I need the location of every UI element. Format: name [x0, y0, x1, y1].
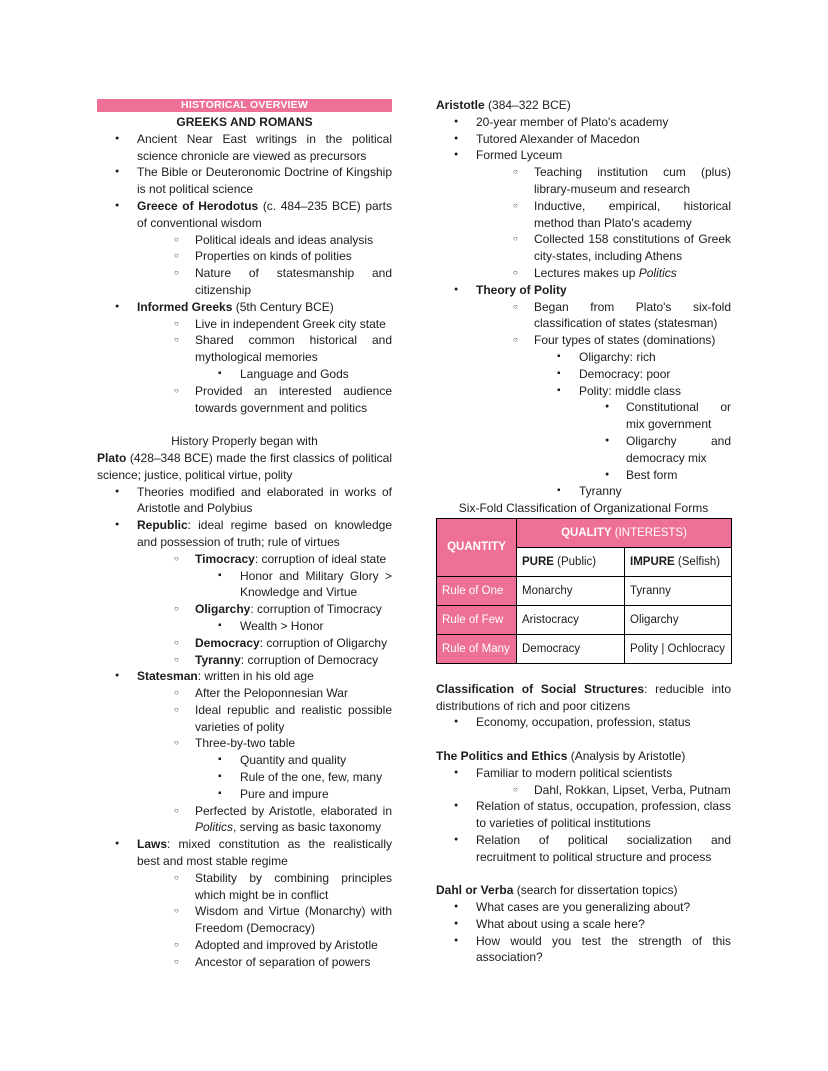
bullet-marker-icon: ▪	[557, 485, 561, 497]
bullet-text	[534, 199, 731, 230]
bullet-item	[97, 702, 392, 736]
text-run: Dahl or Verba	[436, 883, 514, 898]
text-run: Provided an interested audience towards government and politics	[195, 383, 392, 415]
text-run: Four types of states (dominations)	[534, 333, 716, 348]
bullet-text	[195, 233, 373, 247]
text-run: Greece of Herodotus	[137, 198, 259, 213]
text-run: Oligarchy	[195, 602, 251, 617]
text-run: : corruption of ideal state	[254, 551, 387, 566]
text-run: Shared common historical and mythological memories	[195, 333, 392, 365]
bullet-marker-icon: ●	[454, 151, 459, 159]
bullet-item	[436, 383, 731, 400]
text-run: (428–348 BCE) made the first classics of political science; justice, political virtue, polity	[97, 450, 392, 482]
bullet-marker-icon: ●	[454, 835, 459, 843]
table-cell: Monarchy	[517, 576, 625, 605]
bullet-marker-icon: ○	[174, 335, 179, 345]
text-run: Quantity and quality	[240, 753, 347, 768]
text-run: What about using a scale here?	[476, 916, 645, 931]
bullet-item	[436, 299, 731, 333]
bullet-marker-icon: ●	[605, 436, 610, 444]
bullet-marker-icon: ●	[454, 134, 459, 142]
bullet-marker-icon: ▪	[218, 619, 222, 631]
bullet-text	[195, 871, 392, 902]
bullet-text	[195, 653, 378, 667]
bullet-text	[195, 636, 387, 650]
bullet-item	[436, 131, 731, 148]
text-run: Tutored Alexander of Macedon	[476, 131, 640, 146]
blank-line	[436, 731, 731, 748]
bullet-text	[195, 602, 382, 616]
bullet-item	[97, 954, 392, 971]
bullet-text	[534, 333, 715, 347]
text-run: : mixed constitution as the realistically best and most stable regime	[137, 837, 392, 869]
text-run: Began from Plato's six-fold classification of states (statesman)	[534, 299, 731, 331]
text-run: Constitutional or mix government	[626, 400, 731, 432]
text-run: Theories modified and elaborated in works of Aristotle and Polybius	[137, 484, 392, 516]
bullet-text	[534, 266, 677, 280]
text-run: : reducible into distributions of rich and poor citizens	[436, 681, 732, 713]
text-run: Oligarchy and democracy mix	[626, 433, 731, 465]
text-run: Oligarchy: rich	[579, 349, 656, 364]
bullet-marker-icon: ○	[513, 200, 518, 210]
bullet-marker-icon: ▪	[218, 787, 222, 799]
text-run: Wealth > Honor	[240, 618, 324, 633]
bullet-text	[195, 317, 386, 331]
centered-heading	[436, 500, 731, 517]
bullet-marker-icon: ○	[513, 234, 518, 244]
bullet-item	[436, 483, 731, 500]
bullet-item	[436, 349, 731, 366]
bullet-item	[97, 752, 392, 769]
bullet-item	[97, 601, 392, 618]
bullet-item	[97, 618, 392, 635]
bullet-item	[97, 685, 392, 702]
classification-table	[436, 518, 732, 664]
bullet-text	[137, 199, 392, 230]
bullet-marker-icon: ●	[605, 470, 610, 478]
text-run: (c. 484–235 BCE) parts of conventional wisdom	[137, 198, 392, 230]
bullet-text	[476, 715, 691, 729]
bullet-item	[97, 568, 392, 602]
text-run: Politics	[195, 820, 234, 835]
bullet-item	[97, 248, 392, 265]
bullet-item	[97, 836, 392, 870]
bullet-text	[195, 736, 295, 750]
bullet-item	[97, 232, 392, 249]
bullet-item	[436, 114, 731, 131]
bullet-text	[195, 804, 392, 835]
bullet-text	[476, 132, 640, 146]
bullet-text	[579, 384, 681, 398]
bullet-marker-icon: ▪	[218, 771, 222, 783]
text-run: Adopted and improved by Aristotle	[195, 938, 378, 953]
text-run: Informed Greeks	[137, 299, 233, 314]
text-run: Economy, occupation, profession, status	[476, 715, 691, 730]
table-row-label: Rule of Few	[437, 605, 517, 634]
bullet-text	[476, 833, 731, 864]
bullet-marker-icon: ○	[513, 167, 518, 177]
text-run: Ancestor of separation of powers	[195, 954, 371, 969]
bullet-text	[476, 917, 645, 931]
bullet-marker-icon: ●	[115, 201, 120, 209]
bullet-text	[195, 904, 392, 935]
bullet-text	[137, 165, 392, 196]
bullet-marker-icon: ▪	[557, 367, 561, 379]
text-run: Polity: middle class	[579, 383, 682, 398]
text-run: (5th Century BCE)	[232, 299, 334, 314]
bullet-marker-icon: ○	[174, 553, 179, 563]
bullet-marker-icon: ○	[174, 654, 179, 664]
bullet-text	[579, 350, 656, 364]
bullet-item	[436, 899, 731, 916]
bullet-text	[195, 703, 392, 734]
bullet-item	[436, 164, 731, 198]
bullet-marker-icon: ○	[513, 784, 518, 794]
bullet-item	[97, 803, 392, 837]
table-subheader	[517, 547, 625, 576]
highlight-title: HISTORICAL OVERVIEW	[181, 99, 308, 111]
bullet-marker-icon: ●	[115, 521, 120, 529]
text-run: Collected 158 constitutions of Greek city-states, including Athens	[534, 232, 731, 264]
text-run: : written in his old age	[197, 669, 314, 684]
text-run: Familiar to modern political scientists	[476, 765, 673, 780]
text-run: Best form	[626, 467, 678, 482]
bullet-item	[97, 484, 392, 518]
bullet-marker-icon: ▪	[557, 384, 561, 396]
text-run: Classification of Social Structures	[436, 681, 645, 696]
text-run: PURE	[522, 555, 554, 568]
bullet-marker-icon: ●	[454, 117, 459, 125]
text-run: 20-year member of Plato's academy	[476, 114, 669, 129]
bullet-text	[476, 934, 731, 965]
bullet-item	[97, 903, 392, 937]
bullet-text	[626, 434, 731, 465]
bullet-text	[137, 300, 334, 314]
bullet-marker-icon: ○	[174, 872, 179, 882]
bullet-marker-icon: ●	[115, 840, 120, 848]
text-run: Tyranny	[579, 484, 622, 499]
section-highlight-heading	[97, 99, 392, 112]
bullet-item	[97, 383, 392, 417]
text-run: , serving as basic taxonomy	[233, 820, 382, 835]
bullet-item	[436, 433, 731, 467]
bullet-text	[195, 333, 392, 364]
text-run: Dahl, Rokkan, Lipset, Verba, Putnam	[534, 782, 731, 797]
bullet-marker-icon: ▪	[218, 569, 222, 581]
bullet-item	[97, 735, 392, 752]
table-row	[437, 576, 732, 605]
text-run: Wisdom and Virtue (Monarchy) with Freedom (Democracy)	[195, 904, 392, 936]
bullet-marker-icon: ○	[513, 335, 518, 345]
bullet-item	[97, 635, 392, 652]
bullet-item	[436, 198, 731, 232]
bullet-text	[137, 518, 392, 549]
bullet-item	[436, 916, 731, 933]
bullet-text	[137, 837, 392, 868]
text-run: Rule of the one, few, many	[240, 770, 383, 785]
table-quality-header	[517, 518, 732, 547]
bullet-item	[97, 131, 392, 165]
text-run: Perfected by Aristotle, elaborated in	[195, 803, 392, 818]
bullet-text	[240, 619, 324, 633]
text-run: The Politics and Ethics	[436, 748, 568, 763]
bullet-item	[97, 366, 392, 383]
text-run: (INTERESTS)	[611, 526, 687, 539]
blank-line	[97, 416, 392, 433]
text-run: Stability by combining principles which might be in conflict	[195, 870, 392, 902]
table-row	[437, 634, 732, 663]
bullet-text	[240, 569, 392, 600]
bullet-item	[436, 714, 731, 731]
text-run: Formed Lyceum	[476, 148, 563, 163]
bullet-marker-icon: ●	[115, 134, 120, 142]
bullet-marker-icon: ○	[174, 956, 179, 966]
centered-heading	[97, 433, 392, 450]
table-cell: Democracy	[517, 634, 625, 663]
text-run: What cases are you generalizing about?	[476, 900, 691, 915]
text-run: Aristotle	[436, 98, 485, 112]
text-run: Six-Fold Classification of Organizational Forms	[458, 501, 709, 516]
paragraph	[436, 681, 731, 715]
text-run: Teaching institution cum (plus) library-museum and research	[534, 165, 731, 196]
text-run: (search for dissertation topics)	[513, 883, 678, 898]
bullet-item	[97, 198, 392, 232]
bullet-item	[436, 399, 731, 433]
bullet-text	[240, 753, 346, 767]
text-run: Political ideals and ideas analysis	[195, 232, 374, 247]
bullet-text	[195, 249, 352, 263]
bullet-text	[476, 148, 562, 162]
bullet-marker-icon: ●	[454, 802, 459, 810]
bullet-marker-icon: ○	[174, 604, 179, 614]
bullet-text	[240, 770, 382, 784]
bullet-text	[476, 766, 672, 780]
right-column	[436, 97, 731, 971]
text-run: The Bible or Deuteronomic Doctrine of Kingship is not political science	[137, 165, 392, 197]
bullet-item	[436, 782, 731, 799]
bullet-item	[97, 517, 392, 551]
bullet-marker-icon: ●	[454, 903, 459, 911]
table-cell: Tyranny	[625, 576, 732, 605]
text-run: Plato	[97, 450, 127, 465]
bullet-marker-icon: ○	[174, 940, 179, 950]
text-run: Republic	[137, 518, 188, 533]
text-run: Democracy: poor	[579, 366, 671, 381]
bullet-marker-icon: ○	[174, 906, 179, 916]
centered-heading	[97, 114, 392, 131]
bullet-item	[436, 798, 731, 832]
text-run: Relation of political socialization and recruitment to political structure and process	[476, 832, 731, 864]
bullet-text	[476, 115, 668, 129]
text-run: Three-by-two table	[195, 736, 296, 751]
bullet-marker-icon: ○	[174, 234, 179, 244]
bullet-text	[476, 799, 731, 830]
blank-line	[436, 664, 731, 681]
bullet-marker-icon: ○	[174, 637, 179, 647]
bullet-item	[97, 668, 392, 685]
bullet-marker-icon: ○	[513, 267, 518, 277]
text-run: Politics	[638, 265, 677, 280]
bullet-text	[137, 669, 314, 683]
bullet-marker-icon: ●	[454, 718, 459, 726]
bullet-item	[97, 332, 392, 366]
table-cell: Oligarchy	[625, 605, 732, 634]
text-run: Language and Gods	[240, 366, 349, 381]
bullet-text	[534, 783, 731, 797]
text-run: : corruption of Democracy	[240, 652, 379, 667]
bullet-text	[476, 900, 690, 914]
bullet-text	[579, 367, 670, 381]
paragraph	[436, 882, 731, 899]
bullet-text	[626, 400, 731, 431]
bullet-text	[195, 955, 370, 969]
paragraph	[436, 97, 731, 114]
bullet-marker-icon: ○	[174, 251, 179, 261]
text-run: : corruption of Timocracy	[250, 602, 382, 617]
bullet-item	[97, 937, 392, 954]
bullet-marker-icon: ○	[174, 688, 179, 698]
text-run: Tyranny	[195, 652, 241, 667]
bullet-text	[240, 367, 349, 381]
bullet-item	[436, 332, 731, 349]
text-run: Relation of status, occupation, profession, class to varieties of political institutions	[476, 799, 731, 831]
bullet-text	[137, 485, 392, 516]
text-run: Properties on kinds of polities	[195, 249, 352, 264]
table-row-label: Rule of Many	[437, 634, 517, 663]
paragraph	[436, 748, 731, 765]
bullet-marker-icon: ○	[174, 704, 179, 714]
bullet-item	[97, 299, 392, 316]
table-cell: Polity | Ochlocracy	[625, 634, 732, 663]
text-run: Honor and Military Glory > Knowledge and Virtue	[240, 568, 392, 600]
text-run: Pure and impure	[240, 786, 329, 801]
bullet-marker-icon: ●	[115, 487, 120, 495]
text-run: Inductive, empirical, historical method than Plato's academy	[534, 198, 731, 230]
bullet-item	[436, 265, 731, 282]
bullet-text	[626, 468, 677, 482]
blank-line	[436, 865, 731, 882]
bullet-marker-icon: ●	[454, 936, 459, 944]
bullet-text	[534, 232, 731, 263]
bullet-item	[97, 870, 392, 904]
bullet-text	[195, 552, 386, 566]
bullet-marker-icon: ●	[605, 403, 610, 411]
bullet-item	[436, 832, 731, 866]
text-run: Statesman	[137, 669, 198, 684]
bullet-marker-icon: ▪	[557, 350, 561, 362]
bullet-marker-icon: ○	[174, 385, 179, 395]
table-corner-quantity: QUANTITY	[437, 518, 517, 576]
bullet-item	[97, 769, 392, 786]
table-row	[437, 605, 732, 634]
bullet-marker-icon: ●	[115, 302, 120, 310]
text-run: IMPURE	[630, 555, 675, 568]
bullet-text	[195, 384, 392, 415]
text-run: (Selfish)	[674, 555, 721, 568]
text-run: History Properly began with	[171, 434, 318, 449]
bullet-text	[534, 300, 731, 331]
bullet-text	[476, 283, 567, 297]
bullet-marker-icon: ●	[115, 672, 120, 680]
text-run: (384–322 BCE)	[484, 98, 571, 112]
bullet-text	[137, 132, 392, 163]
bullet-marker-icon: ○	[174, 805, 179, 815]
table-cell: Aristocracy	[517, 605, 625, 634]
paragraph	[97, 450, 392, 484]
bullet-item	[436, 231, 731, 265]
bullet-marker-icon: ▪	[218, 754, 222, 766]
text-run: Nature of statesmanship and citizenship	[195, 266, 392, 297]
text-run: Democracy	[195, 635, 260, 650]
bullet-text	[195, 266, 392, 297]
text-run: Timocracy	[195, 551, 255, 566]
bullet-marker-icon: ○	[174, 318, 179, 328]
bullet-text	[195, 938, 378, 952]
bullet-text	[240, 787, 329, 801]
text-run: QUALITY	[561, 526, 612, 539]
bullet-text	[534, 165, 731, 196]
bullet-marker-icon: ○	[174, 738, 179, 748]
text-run: Laws	[137, 837, 168, 852]
bullet-item	[436, 765, 731, 782]
bullet-marker-icon: ○	[174, 268, 179, 278]
bullet-item	[97, 316, 392, 333]
left-column	[97, 97, 392, 971]
bullet-item	[436, 467, 731, 484]
text-run: (Analysis by Aristotle)	[567, 748, 686, 763]
bullet-item	[436, 147, 731, 164]
bullet-marker-icon: ○	[513, 301, 518, 311]
text-run: Live in independent Greek city state	[195, 316, 386, 331]
table-row-label: Rule of One	[437, 576, 517, 605]
bullet-marker-icon: ●	[454, 919, 459, 927]
bullet-item	[436, 933, 731, 967]
bullet-marker-icon: ●	[454, 285, 459, 293]
bullet-item	[97, 164, 392, 198]
text-run: Ancient Near East writings in the political science chronicle are viewed as precursors	[137, 131, 392, 163]
bullet-text	[579, 484, 622, 498]
text-run: : corruption of Oligarchy	[259, 635, 388, 650]
table-subheader	[625, 547, 732, 576]
text-run: Theory of Polity	[476, 282, 567, 297]
text-run: GREEKS AND ROMANS	[176, 115, 313, 129]
text-run: After the Peloponnesian War	[195, 686, 348, 701]
bullet-marker-icon: ●	[115, 168, 120, 176]
text-run: : ideal regime based on knowledge and possession of truth; rule of virtues	[137, 518, 392, 549]
bullet-item	[97, 265, 392, 299]
text-run: (Public)	[553, 555, 597, 568]
bullet-marker-icon: ▪	[218, 367, 222, 379]
bullet-item	[97, 652, 392, 669]
bullet-marker-icon: ●	[454, 768, 459, 776]
text-run: How would you test the strength of this association?	[476, 933, 731, 965]
bullet-item	[97, 786, 392, 803]
bullet-item	[436, 366, 731, 383]
text-run: Lectures makes up	[534, 265, 639, 280]
bullet-item	[97, 551, 392, 568]
bullet-item	[436, 282, 731, 299]
text-run: Ideal republic and realistic possible varieties of polity	[195, 702, 392, 734]
bullet-text	[195, 686, 348, 700]
